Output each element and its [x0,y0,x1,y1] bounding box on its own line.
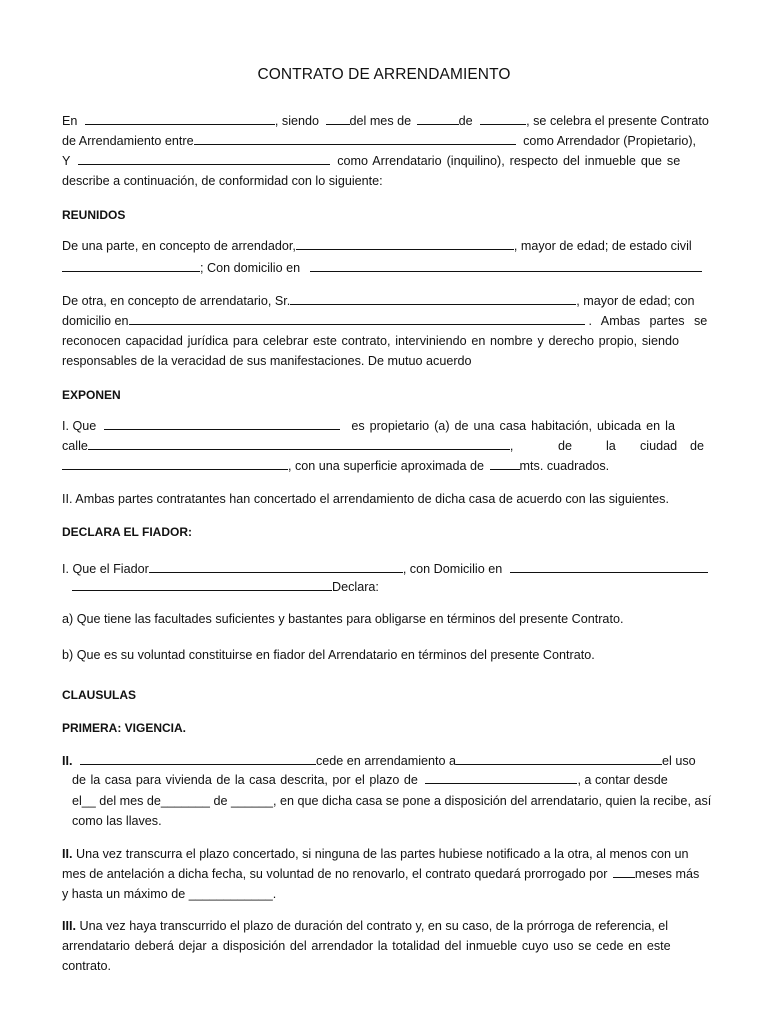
clause-number: III. [62,919,76,933]
intro-text: de Arrendamiento entre [62,134,194,148]
place-blank[interactable] [85,112,275,125]
exponen-line-3 [62,456,703,476]
fiador-line-2 [62,577,703,597]
fiador-text: I. Que el Fiador [62,562,149,576]
clause-heading-primera: PRIMERA: VIGENCIA. [62,721,187,735]
intro-text: Y [62,154,71,168]
day-blank[interactable] [326,112,350,125]
clause-number: II. [62,847,73,861]
exponen-text: ciudad [640,439,678,453]
intro-line-3 [62,151,703,171]
reunidos-text: , mayor de edad; con [576,294,695,308]
section-heading-exponen: EXPONEN [62,388,121,402]
landlord-address-blank[interactable] [310,259,702,272]
reunidos-text: De otra, en concepto de arrendatario, Sr. [62,294,291,308]
reunidos-line-3 [62,291,703,311]
exponen-text: la [606,439,616,453]
clause-text: , a contar desde [577,773,668,787]
year-blank[interactable] [480,112,526,125]
lessee-blank[interactable] [456,752,662,765]
intro-line-1 [62,111,709,131]
reunidos-text: ; Con domicilio en [200,261,301,275]
intro-line-2 [62,131,703,151]
term-blank[interactable] [425,771,577,784]
area-blank[interactable] [490,457,520,470]
clause-text: Una vez haya transcurrido el plazo de duración del contrato y, en su caso, de la prórroga de referencia, el [79,919,669,933]
tenant-name-blank[interactable] [78,152,330,165]
intro-text: de [458,114,473,128]
clause-ii-line-1 [62,751,703,771]
section-heading-clausulas: CLAUSULAS [62,688,136,702]
guarantor-name-blank[interactable] [149,560,403,573]
guarantor-address-blank[interactable] [510,560,708,573]
months-blank[interactable] [613,865,635,878]
clause-iii-line-3: contrato. [62,959,112,973]
reunidos-text: , mayor de edad; de estado civil [513,239,692,253]
reunidos-line-6: responsables de la veracidad de sus manifestaciones. De mutuo acuerdo [62,354,472,368]
reunidos-line-4 [62,311,708,331]
reunidos-line-1 [62,236,703,256]
clause-text: de la casa para vivienda de la casa descrita, por el plazo de [72,773,418,787]
civil-status-blank[interactable] [62,259,200,272]
reunidos-text: . Ambas partes se [588,314,708,328]
intro-line-4: describe a continuación, de conformidad con lo siguiente: [62,174,383,188]
reunidos-text: domicilio en [62,314,129,328]
exponen-text: calle [62,439,88,453]
exponen-text: de [690,439,705,453]
reunidos-line-2 [62,258,703,278]
tenant-blank[interactable] [290,292,576,305]
clause-ii2-line-3: y hasta un máximo de ____________. [62,887,277,901]
clause-ii-line-3: el__ del mes de_______ de ______, en que dicha casa se pone a disposición del arrendatario, quien la recibe, así [72,794,712,808]
intro-text: En [62,114,78,128]
owner-blank[interactable] [104,417,340,430]
exponen-text: de [558,439,573,453]
city-blank[interactable] [62,457,288,470]
tenant-address-blank[interactable] [129,312,585,325]
exponen-text: , [509,439,514,453]
exponen-text: I. Que [62,419,97,433]
fiador-b: b) Que es su voluntad constituirse en fiador del Arrendatario en términos del presente Contrato. [62,648,595,662]
intro-text: , siendo [274,114,320,128]
exponen-line-2 [62,436,703,456]
exponen-line-1 [62,416,703,436]
clause-iii-line-1 [62,916,703,936]
month-blank[interactable] [417,112,459,125]
landlord-name-blank[interactable] [194,132,516,145]
clause-ii-line-2 [72,770,703,790]
clause-number: II. [62,754,73,768]
clause-ii2-line-1 [62,844,703,864]
exponen-text: es propietario (a) de una casa habitación, ubicada en la [351,419,675,433]
exponen-text: , con una superficie aproximada de [288,459,485,473]
reunidos-text: De una parte, en concepto de arrendador, [62,239,296,253]
exponen-line-4: II. Ambas partes contratantes han concertado el arrendamiento de dicha casa de acuerdo con las siguientes. [62,492,669,506]
landlord-blank[interactable] [296,237,514,250]
intro-text: como Arrendatario (inquilino), respecto del inmueble que se [337,154,681,168]
fiador-text: Declara: [332,580,379,594]
fiador-line-1 [62,559,703,579]
clause-text: meses más [634,867,700,881]
clause-text: el uso [662,754,696,768]
section-heading-fiador: DECLARA EL FIADOR: [62,525,192,539]
section-heading-reunidos: REUNIDOS [62,208,126,222]
clause-text: cede en arrendamiento a [316,754,457,768]
clause-ii-line-4: como las llaves. [72,814,162,828]
fiador-a: a) Que tiene las facultades suficientes y bastantes para obligarse en términos del presente Contrato. [62,612,624,626]
clause-text: Una vez transcurra el plazo concertado, si ninguna de las partes hubiese notificado a la otra, al menos con un [76,847,689,861]
street-blank[interactable] [88,437,510,450]
clause-ii2-line-2 [62,864,703,884]
reunidos-line-5: reconocen capacidad jurídica para celebrar este contrato, interviniendo en nombre y derecho propio, siendo [62,334,679,348]
intro-text: , se celebra el presente Contrato [526,114,709,128]
intro-text: como Arrendador (Propietario), [523,134,697,148]
exponen-text: mts. cuadrados. [519,459,610,473]
document-title: CONTRATO DE ARRENDAMIENTO [257,66,511,83]
lessor-blank[interactable] [80,752,316,765]
fiador-text: , con Domicilio en [402,562,503,576]
guarantor-address-blank-2[interactable] [72,578,332,591]
intro-text: del mes de [349,114,412,128]
clause-iii-line-2: arrendatario deberá dejar a disposición del arrendador la totalidad del inmueble cuyo uso se cede en este [62,939,671,953]
clause-text: mes de antelación a dicha fecha, su voluntad de no renovarlo, el contrato quedará prorrogado por [62,867,608,881]
